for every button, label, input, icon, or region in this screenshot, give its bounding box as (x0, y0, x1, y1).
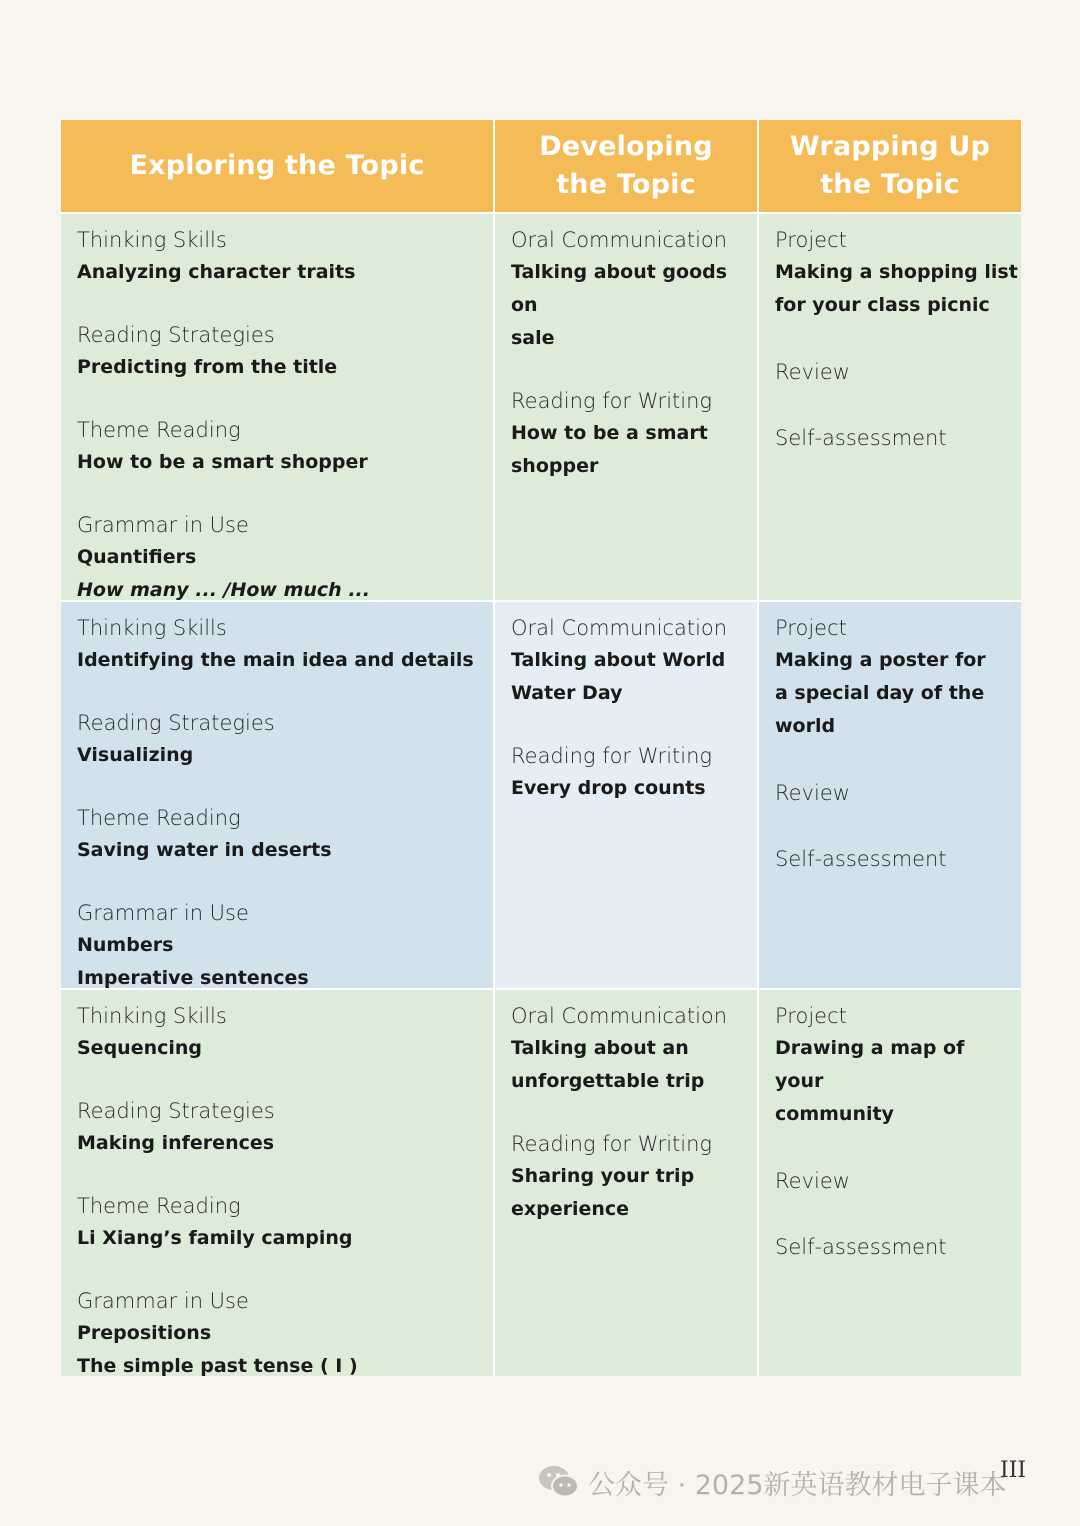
section-entry (511, 224, 755, 355)
section-label: Reading for Writing (511, 389, 713, 413)
cell-exploring (61, 214, 493, 600)
self-assessment-label: Self-assessment (775, 426, 947, 450)
section-topic: Quantifiers (77, 546, 197, 568)
section-label: Oral Communication (511, 616, 728, 640)
project-entry (775, 1000, 1019, 1131)
project-topic: community (775, 1103, 894, 1125)
section-topic: Visualizing (77, 744, 194, 766)
section-topic: How to be a smart shopper (77, 451, 368, 473)
project-entry (775, 612, 1019, 743)
section-label: Reading Strategies (77, 1099, 275, 1123)
section-topic: Talking about an (511, 1037, 689, 1059)
section-entry (77, 897, 487, 988)
section-entry (77, 707, 487, 772)
section-entry (77, 802, 487, 867)
section-entry (77, 224, 487, 289)
cell-wrapping (759, 214, 1021, 600)
project-topic: Drawing a map of your (775, 1037, 965, 1092)
section-topic: Identifying the main idea and details (77, 649, 474, 671)
review-label: Review (775, 781, 850, 805)
section-label: Theme Reading (77, 418, 241, 442)
project-label: Project (775, 616, 847, 640)
section-topic: Li Xiang’s family camping (77, 1227, 353, 1249)
section-entry (77, 1000, 487, 1065)
section-label: Reading for Writing (511, 744, 713, 768)
section-label: Oral Communication (511, 228, 728, 252)
section-topic: Prepositions (77, 1322, 212, 1344)
project-entry (775, 224, 1019, 322)
self-assessment-label: Self-assessment (775, 847, 947, 871)
section-label: Reading Strategies (77, 711, 275, 735)
project-topic: world (775, 715, 836, 737)
section-label: Thinking Skills (77, 1004, 227, 1028)
project-topic: Making a shopping list (775, 261, 1018, 283)
cell-developing (495, 990, 757, 1376)
section-entry (511, 1000, 755, 1098)
section-topic: Making inferences (77, 1132, 275, 1154)
cell-developing (495, 602, 757, 988)
section-label: Grammar in Use (77, 1289, 249, 1313)
section-entry (511, 1128, 755, 1226)
review-label: Review (775, 360, 850, 384)
section-topic: Sharing your trip (511, 1165, 695, 1187)
review-label: Review (775, 1169, 850, 1193)
section-topic: How to be a smart (511, 422, 708, 444)
cell-wrapping (759, 602, 1021, 988)
section-label: Thinking Skills (77, 616, 227, 640)
section-entry (77, 612, 487, 677)
section-topic: Talking about goods on (511, 261, 728, 316)
section-topic: The simple past tense ( Ⅰ ) (77, 1355, 358, 1376)
project-label: Project (775, 228, 847, 252)
section-label: Reading for Writing (511, 1132, 713, 1156)
section-label: Grammar in Use (77, 513, 249, 537)
section-topic: Predicting from the title (77, 356, 338, 378)
section-label: Theme Reading (77, 806, 241, 830)
section-entry (511, 740, 755, 805)
section-entry (77, 509, 487, 600)
cell-exploring (61, 990, 493, 1376)
header-exploring: Exploring the Topic (61, 120, 493, 212)
section-entry (77, 319, 487, 384)
project-topic: Making a poster for (775, 649, 986, 671)
watermark-text: 公众号 · 2025新英语教材电子课本 (588, 1469, 1007, 1501)
cell-exploring (61, 602, 493, 988)
section-topic: unforgettable trip (511, 1070, 705, 1092)
section-topic: Analyzing character traits (77, 261, 356, 283)
section-entry (77, 414, 487, 479)
self-assessment-label: Self-assessment (775, 1235, 947, 1259)
page-number: III (1000, 1458, 1027, 1483)
watermark (538, 1462, 1006, 1502)
section-topic: How many ... /How much ... (77, 579, 370, 600)
section-topic: Saving water in deserts (77, 839, 332, 861)
project-topic: a special day of the (775, 682, 985, 704)
header-wrapping: Wrapping Up the Topic (759, 120, 1021, 212)
wechat-icon (538, 1464, 580, 1500)
cell-developing (495, 214, 757, 600)
section-topic: Numbers (77, 934, 174, 956)
section-label: Oral Communication (511, 1004, 728, 1028)
section-entry (511, 612, 755, 710)
section-topic: Every drop counts (511, 777, 706, 799)
section-entry (77, 1285, 487, 1376)
section-topic: Water Day (511, 682, 623, 704)
section-entry (511, 385, 755, 483)
section-label: Grammar in Use (77, 901, 249, 925)
section-entry (77, 1190, 487, 1255)
section-label: Thinking Skills (77, 228, 227, 252)
section-topic: shopper (511, 455, 599, 477)
cell-wrapping (759, 990, 1021, 1376)
section-label: Theme Reading (77, 1194, 241, 1218)
project-label: Project (775, 1004, 847, 1028)
section-topic: experience (511, 1198, 630, 1220)
contents-table (61, 120, 1021, 1376)
section-topic: Sequencing (77, 1037, 203, 1059)
section-topic: sale (511, 327, 555, 349)
section-label: Reading Strategies (77, 323, 275, 347)
section-topic: Talking about World (511, 649, 726, 671)
section-topic: Imperative sentences (77, 967, 309, 988)
section-entry (77, 1095, 487, 1160)
project-topic: for your class picnic (775, 294, 990, 316)
header-developing: Developing the Topic (495, 120, 757, 212)
